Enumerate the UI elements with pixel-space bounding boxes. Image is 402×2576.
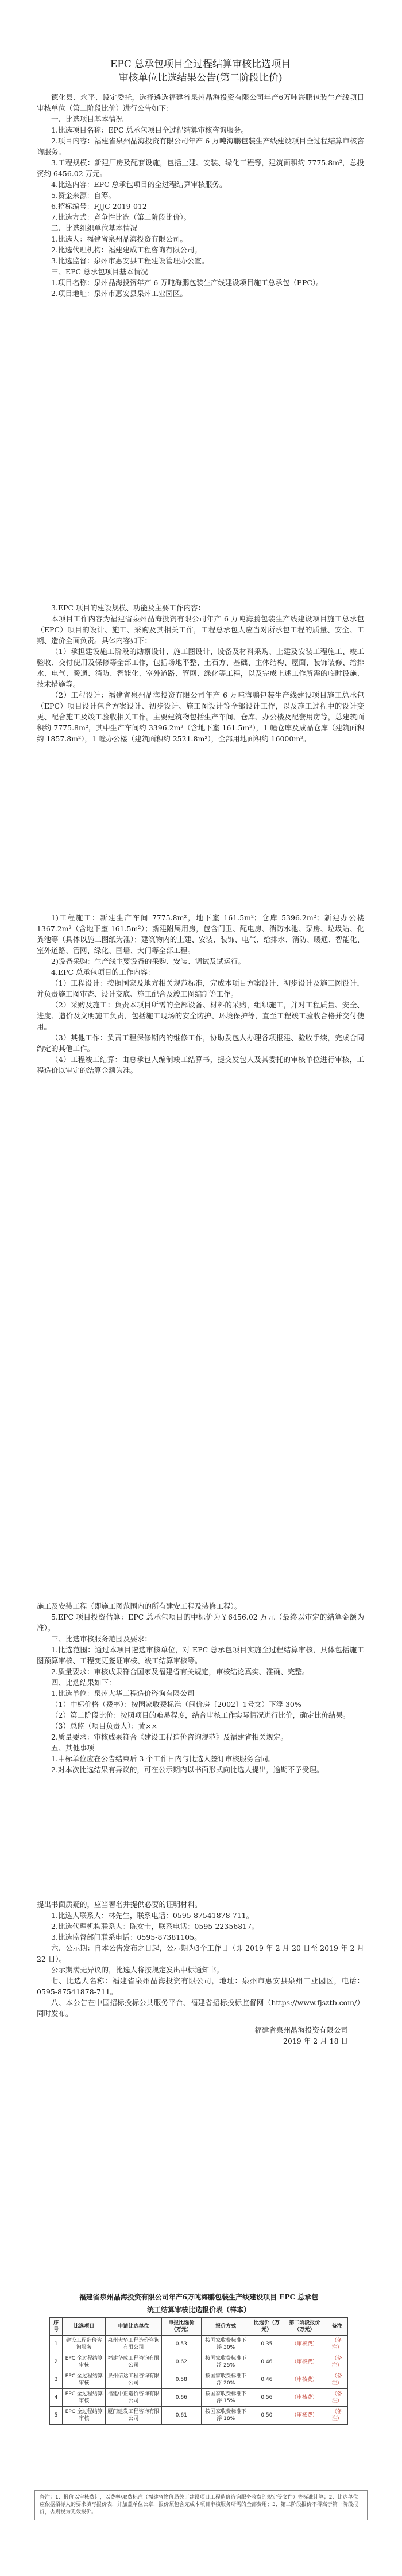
paragraph: 7.比选方式：竞争性比选（第二阶段比价）。	[51, 213, 191, 221]
result-item: （2）第二阶段比价：按照项目的难易程度，结合审核工作实际情况进行比价，确定比价结果。	[51, 1711, 350, 1719]
table-cell: EPC 全过程结算审核	[63, 2407, 106, 2425]
paragraph: （2）采购及施工：负责本项目所需的全部设备、材料的采购，组织施工，并对工程质量、安全、进度、造价及文明施工负责，包括施工现场的安全防护、环境保护等，直至工程竣工验收合格并交付使用。	[37, 1001, 364, 1031]
table-row	[50, 2407, 348, 2425]
paragraph: 4.比选内容：EPC 总承包项目的全过程结算审核服务。	[51, 180, 227, 189]
paragraph: 本项目工作内容为福建省泉州晶海投资有限公司年产 6 万吨海鹏包装生产线建设项目施工总承包（EPC）项目的设计、施工、采购及其相关工作，工程总承包人应当对所承包工程的质量、安全、工期、造价全面负责。具体内容如下：	[37, 614, 364, 645]
table-cell: 0.50	[250, 2407, 283, 2425]
paragraph: （3）其他工作：负责工程保修期内的维修工作，协助发包人办理各项报建、验收手续，完成合同约定的其他工作。	[37, 1033, 364, 1053]
signature-date: 2019 年 2 月 18 日	[283, 2037, 348, 2045]
paragraph: 2)设备采购：生产线主要设备的采购、安装、调试及试运行。	[51, 957, 245, 966]
paragraph: 5.EPC 项目投资估算：EPC 总承包项目的中标价为￥6456.02 万元（最终以审定的结算金额为准）。	[37, 1613, 364, 1632]
document-title-line2: 审核单位比选结果公告(第二阶段比价)	[118, 72, 283, 84]
table-row	[50, 2336, 348, 2353]
table-cell: 0.35	[250, 2336, 283, 2353]
table-cell: （备注）	[326, 2336, 348, 2353]
paragraph: 1.比选人：福建省泉州晶海投资有限公司。	[51, 235, 187, 243]
paragraph: 2.对本次比选结果有异议的，可在公示期内以书面形式向比选人提出，逾期不予受理。	[51, 1765, 324, 1774]
paragraph: 1.项目名称：泉州晶海投资年产 6 万吨海鹏包装生产线建设项目施工总承包（EPC）。	[51, 278, 323, 287]
table-cell: 4	[50, 2389, 63, 2407]
column-header: 备注	[326, 2318, 348, 2336]
result-item: 1.比选单位：泉州大华工程造价咨询有限公司	[51, 1689, 195, 1698]
section-heading: 一、比选项目基本情况	[51, 115, 123, 123]
table-cell: 按国家收费标准下浮 25%	[202, 2353, 250, 2371]
table-cell: 建设工程造价咨询服务	[63, 2336, 106, 2353]
section-heading: 五、其他事项	[51, 1744, 95, 1752]
table-cell: 福建中正造价咨询有限公司	[106, 2389, 161, 2407]
paragraph: 1.中标单位应在公告结束后 3 个工作日内与比选人签订审核服务合同。	[51, 1754, 276, 1763]
paragraph: （1）工程设计：按照国家及地方相关规范标准，完成本项目方案设计、初步设计及施工图设计，并负责施工图审查、设计交底、施工配合及竣工图编制等工作。	[37, 979, 364, 998]
table-row	[50, 2389, 348, 2407]
table-header-row	[50, 2318, 348, 2336]
paragraph: 5.资金来源：自筹。	[51, 191, 115, 200]
paragraph: 1.比选项目名称：EPC 总承包项目全过程结算审核咨询服务。	[51, 126, 249, 134]
column-header: 申报比选价（万元）	[161, 2318, 201, 2336]
result-item: 2.质量要求：审核成果符合《建设工程造价咨询规范》及福建省相关规定。	[51, 1733, 288, 1741]
section-heading: 三、比选审核服务范围及要求：	[51, 1635, 152, 1643]
paragraph: 2.项目地址：泉州市惠安县泉州工业园区。	[51, 289, 187, 298]
table-row	[50, 2353, 348, 2371]
paragraph: 德化县、永平、设定委托，选择遴选福建省泉州晶海投资有限公司年产6万吨海鹏包装生产线项目审核单位（第二阶段比价）进行公告如下：	[37, 93, 364, 112]
paragraph: 6.招标编号：FJJC-2019-012	[51, 202, 147, 211]
column-header: 序号	[50, 2318, 63, 2336]
paragraph: 1.比选范围：通过本项目遴选审核单位，对 EPC 总承包项目实施全过程结算审核，具体包括施工图预算审核、工程变更签证审核、竣工结算审核等。	[37, 1645, 364, 1665]
table-cell: （审核费）	[283, 2353, 326, 2371]
paragraph: 六、公示期：自本公告发布之日起，公示期为3个工作日（即 2019 年 2 月 20 日至 2019 年 2 月 22 日）。	[37, 1944, 364, 1963]
table-cell: （审核费）	[283, 2336, 326, 2353]
table-cell: 0.46	[250, 2371, 283, 2389]
table-cell: 0.53	[161, 2336, 201, 2353]
table-title-line2: 统工结算审核比选报价表（样本）	[146, 2306, 250, 2314]
table-cell: 福建华成工程咨询有限公司	[106, 2353, 161, 2371]
table-cell: （备注）	[326, 2353, 348, 2371]
document-header	[37, 57, 364, 85]
paragraph: （2）工程设计：福建省泉州晶海投资有限公司年产 6 万吨海鹏包装生产线建设项目施工总承包（EPC）项目设计包含方案设计、初步设计、施工图设计等全部设计工作，以及施工过程中的设计变更、配合施工及竣工验收相关工作。主要建筑物包括生产车间、仓库、办公楼及配套用房等，总建筑面积约 7775.8m²，其中生产车间约 3396.2m²（含地下室 161.5m²），1 幢仓库及成品仓库（建筑面积约 1857.8m²），1 幢办公楼（建筑面积约 2521.8m²），全部用地面积约 16000m²。	[37, 691, 364, 743]
section-4	[37, 1601, 364, 1775]
price-table	[49, 2317, 348, 2425]
table-cell: EPC 全过程结算审核	[63, 2371, 106, 2389]
table-cell: EPC 全过程结算审核	[63, 2353, 106, 2371]
section-heading: 四、比选结果如下：	[51, 1678, 116, 1687]
table-cell: 0.66	[161, 2389, 201, 2407]
column-header: 申请比选单位	[106, 2318, 161, 2336]
table-cell: （审核费）	[283, 2407, 326, 2425]
paragraph: 2.比选代理机构：福建建成工程咨询有限公司。	[51, 246, 202, 254]
table-cell: 泉州大华工程造价咨询有限公司	[106, 2336, 161, 2353]
table-cell: 0.46	[250, 2353, 283, 2371]
table-cell: 按国家收费标准下浮 30%	[202, 2336, 250, 2353]
table-cell: 按国家收费标准下浮 15%	[202, 2389, 250, 2407]
column-header: 比选价（万元）	[250, 2318, 283, 2336]
signature-company: 福建省泉州晶海投资有限公司	[254, 2026, 348, 2034]
table-cell: 0.62	[161, 2353, 201, 2371]
document-title-line1: EPC 总承包项目全过程结算审核比选项目	[110, 59, 291, 70]
table-footnote: 备注：1、报价以审核费计，以费率/取费标准（福建省物价局关于建设项目工程造价咨询服务收费的规定等文件）等标准计算；2、比选单位应依据招标人的要求填写报价表，并加盖单位公章，报价须包含完成本项目审核服务所需的全部费用；3、第二阶段报价不得高于第一阶段报价，否则视为无效报价。	[34, 2490, 368, 2520]
section-heading: 二、比选组织单位基本情况	[51, 224, 138, 232]
table-cell: 按国家收费标准下浮 20%	[202, 2371, 250, 2389]
column-header: 报价方式	[202, 2318, 250, 2336]
column-header: 第二阶段报价（万元）	[283, 2318, 326, 2336]
paragraph: 公示期满无异议的，比选人将按规定发出中标通知书。	[51, 1966, 224, 1974]
table-cell: 0.61	[161, 2407, 201, 2425]
table-cell: 3	[50, 2371, 63, 2389]
table-cell: （备注）	[326, 2407, 348, 2425]
paragraph: 3.工程规模：新建厂房及配套设施，包括土建、安装、绿化工程等，建筑面积约 7775.8m²，总投资约 6456.02 万元。	[37, 158, 364, 178]
result-item: （3）总监（项目负责人）：黄××	[51, 1722, 158, 1730]
table-cell: 泉州信达工程咨询有限公司	[106, 2371, 161, 2389]
paragraph: 施工及安装工程（即施工图范围内的所有建安工程及装修工程）。	[37, 1602, 242, 1610]
table-title-line1: 福建省泉州晶海投资有限公司年产6万吨海鹏包装生产线建设项目 EPC 总承包	[79, 2293, 319, 2301]
paragraph: 2.项目内容：福建省泉州晶海投资有限公司年产 6 万吨海鹏包装生产线建设项目全过程结算审核咨询服务。	[37, 137, 364, 156]
column-header: 比选项目	[63, 2318, 106, 2336]
paragraph: 1)工程施工：新建生产车间 7775.8m²，地下室 161.5m²；仓库 5396.2m²；新建办公楼 1367.2m²（含地下室 161.5m²）；新建附属用房，包含门卫、配电房、消防水池、泵房、垃圾站、化粪池等（具体以施工图纸为准）；建筑物内的土建、安装、装饰、电气、给排水、消防、暖通、智能化、室外道路、管网、绿化、围墙、大门等全部工程。	[37, 913, 364, 955]
table-cell: 0.56	[250, 2389, 283, 2407]
table-cell: 5	[50, 2407, 63, 2425]
paragraph: 2.质量要求：审核成果符合国家及福建省有关规定，审核结论真实、准确、完整。	[51, 1667, 310, 1676]
table-row	[50, 2371, 348, 2389]
paragraph: 提出书面质疑的，应当署名并提供必要的证明材料。	[37, 1900, 202, 1909]
table-cell: 厦门建发工程咨询有限公司	[106, 2407, 161, 2425]
table-cell: 1	[50, 2336, 63, 2353]
section-heading: 三、EPC 总承包项目基本情况	[51, 267, 148, 276]
contact-line: 3.比选监督部门联系电话：0595-87381105。	[51, 1933, 202, 1941]
section-heading: 4.EPC 总承包项目的工作内容：	[51, 968, 155, 976]
paragraph: （4）工程竣工结算：由总承包人编制竣工结算书，提交发包人及其委托的审核单位进行审核，工程造价以审定的结算金额为准。	[37, 1055, 364, 1075]
contact-line: 1.比选人联系人：林先生，联系电话：0595-87541878-711。	[51, 1911, 254, 1920]
paragraph: （1）承担建设施工阶段的勘察设计、施工图设计、设备及材料采购、土建及安装工程施工、竣工验收、交付使用及保修等全部工作，包括场地平整、土石方、基础、主体结构、屋面、装饰装修、给排水、电气、暖通、消防、智能化、室外道路、管网、绿化等工程，以及完成上述工作所需的临时设施、技术措施等。	[37, 647, 364, 688]
table-cell: （审核费）	[283, 2389, 326, 2407]
paragraph: 八、本公告在中国招标投标公共服务平台、福建省招标投标监督网（https://www.fjsztb.com/）同时发布。	[37, 1998, 364, 2018]
section-2	[37, 602, 364, 744]
table-cell: （备注）	[326, 2389, 348, 2407]
table-cell: 2	[50, 2353, 63, 2371]
table-cell: 0.58	[161, 2371, 201, 2389]
table-cell: EPC 全过程结算审核	[63, 2389, 106, 2407]
contact-line: 2.比选代理机构联系人：陈女士，联系电话：0595-22356817。	[51, 1922, 259, 1931]
paragraph: 3.比选监督：泉州市惠安县工程建设管理办公室。	[51, 256, 209, 265]
paragraph: 七、比选人名称：福建省泉州晶海投资有限公司，地址：泉州市惠安县泉州工业园区，电话：0595-87541878-711。	[37, 1976, 364, 1996]
price-table-section	[49, 2292, 348, 2425]
table-cell: （审核费）	[283, 2371, 326, 2389]
table-cell: （备注）	[326, 2371, 348, 2389]
section-1	[37, 92, 364, 299]
section-5	[37, 1899, 364, 2046]
section-heading: 3.EPC 项目的建设规模、功能及主要工作内容：	[51, 604, 206, 612]
section-3	[37, 912, 364, 1076]
result-item: （1）中标价格（费率）：按国家收费标准（闽价房〔2002〕1号文）下浮 30%	[51, 1700, 302, 1709]
table-cell: 按国家收费标准下浮 18%	[202, 2407, 250, 2425]
